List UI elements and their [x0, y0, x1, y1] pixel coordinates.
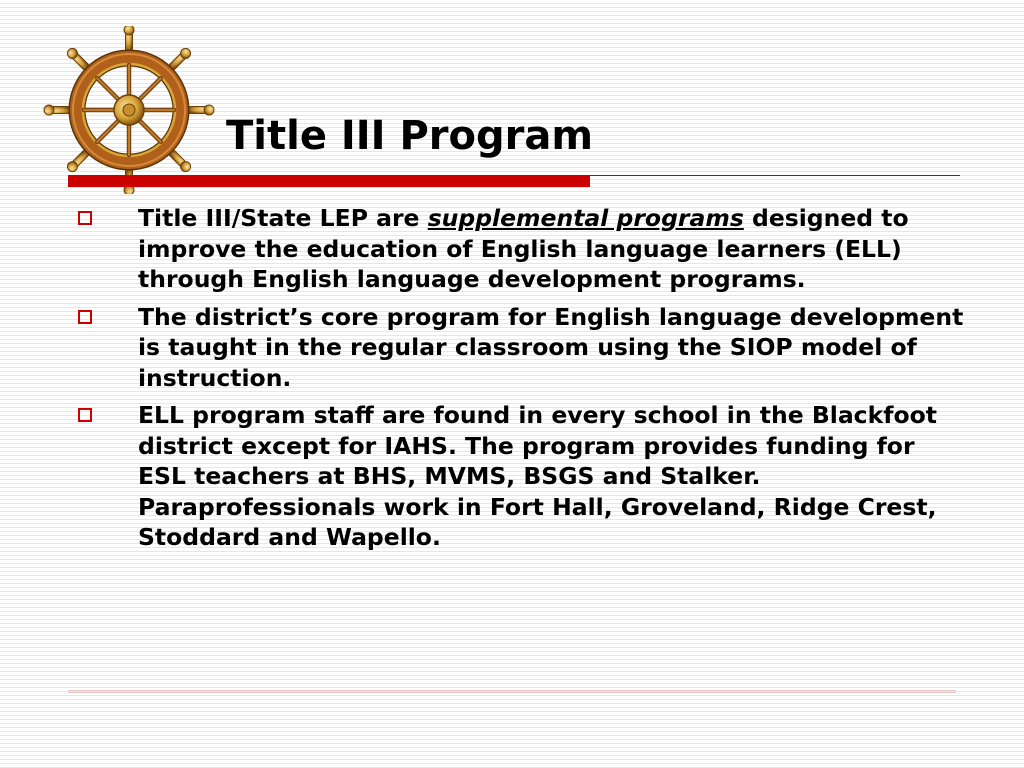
bullet-item: [76, 203, 966, 295]
title-underline-bar: [68, 175, 590, 187]
bullet-item: [76, 400, 966, 553]
bullet-text-emphasis: supplemental programs: [427, 204, 744, 232]
bullet-text-lead: Title III/State LEP are: [138, 204, 428, 232]
bullet-list: [76, 203, 966, 560]
footer-divider: [68, 690, 956, 693]
bullet-text: ELL program staff are found in every school in the Blackfoot district except for IAHS. The program provides funding for ESL teachers at BHS, MVMS, BSGS and Stalker. Paraprofessionals work in Fort Hall, Groveland, Ridge Crest, Stoddard and Wapello.: [138, 401, 937, 551]
hollow-square-bullet-icon: [78, 408, 92, 422]
hollow-square-bullet-icon: [78, 211, 92, 225]
bullet-text: The district’s core program for English language development is taught in the regular classroom using the SIOP model of instruction.: [138, 302, 964, 392]
ships-wheel-icon: [40, 26, 218, 194]
hollow-square-bullet-icon: [78, 310, 92, 324]
slide-title: Title III Program: [226, 113, 594, 159]
bullet-text-rest: designed to improve the education of English language learners (ELL) through English language development programs.: [138, 204, 909, 293]
title-underline-rule: [590, 175, 960, 176]
bullet-item: [76, 302, 966, 394]
